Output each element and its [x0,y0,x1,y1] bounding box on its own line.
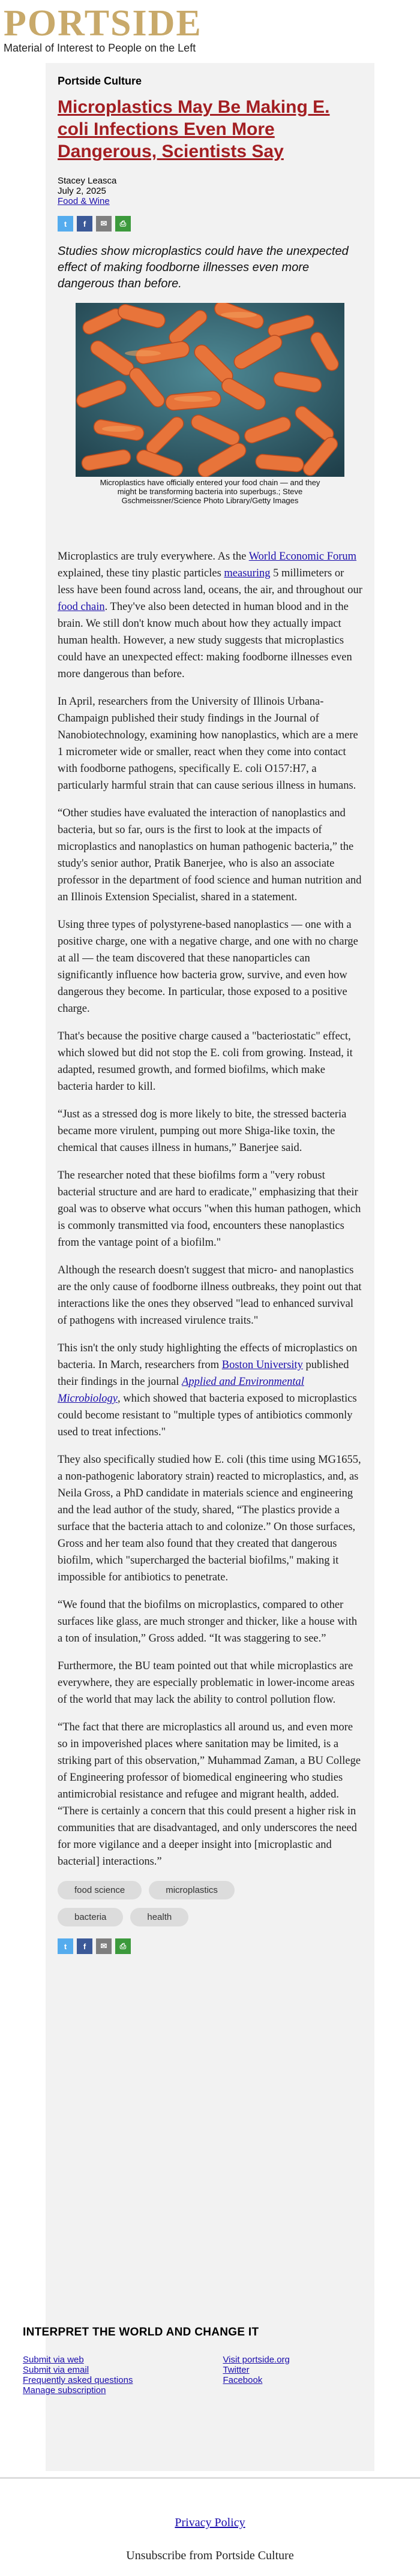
share-bar-top [58,216,362,232]
paragraph-6: “Just as a stressed dog is more likely to bite, the stressed bacteria became more virulent, pumping out more Shiga-like toxin, the chemical that causes illness in humans,” Banerjee said. [58,1108,347,1154]
paragraph-10: They also specifically studied how E. coli (this time using MG1655, a non-pathogenic laboratory strain) reacted to microplastics, and, as Neila Gross, a PhD candidate in materials science and engineering and the lead author of the study, shared, “The plastics provide a surface that the bacteria attach to and colonize.” On those surfaces, Gross and her team also found that they created that dangerous biofilm, which "supercharged the bacterial biofilms," making it impossible for antibiotics to penetrate. [58,1454,361,1583]
article-dek: Studies show microplastics could have the unexpected effect of making foodborne illnesses even more dangerous than before. [58,245,349,290]
twitter-share-button[interactable] [58,1938,73,1954]
paragraph-13: “The fact that there are microplastics all around us, and even more so in impoverished places where sanitation may be limited, is a striking part of this observation,” Muhammad Zaman, a BU College of Engineering professor of biomedical engineering who studies antimicrobial resistance and refugee and migrant health, added. “There is certainly a concern that this could present a higher risk in communities that are disadvantaged, and only underscores the need for more vigilance and a deeper insight into [microplastic and bacterial] interactions.” [58,1721,361,1868]
masthead [0,0,420,57]
email-icon: ✉ [100,219,107,228]
article-headline[interactable]: Microplastics May Be Making E. coli Infections Even More Dangerous, Scientists Say [58,97,330,161]
article-figure [76,303,344,505]
paragraph-12: Furthermore, the BU team pointed out that while microplastics are everywhere, they are especially problematic in lower-income areas of the world that may lack the ability to control pollution flow. [58,1660,355,1706]
date: July 2, 2025 [58,186,106,196]
article-body [58,548,362,1870]
article-card [46,63,374,2471]
paragraph-5: That's because the positive charge caused a "bacteriostatic" effect, which slowed but did not stop the E. coli from growing. Instead, it adapted, resumed growth, and formed biofilms, which make bacteria harder to kill. [58,1030,353,1093]
submit-web-link[interactable]: Submit via web [23,2355,84,2365]
submit-email-link[interactable]: Submit via email [23,2365,89,2375]
world-economic-forum-link[interactable]: World Economic Forum [248,551,357,563]
twitter-share-button[interactable] [58,216,73,232]
facebook-share-button[interactable] [77,216,92,232]
facebook-share-button[interactable] [77,1938,92,1954]
article-meta [58,176,362,206]
print-button[interactable] [115,1938,131,1954]
manage-subscription-link[interactable]: Manage subscription [23,2385,106,2395]
facebook-icon: f [83,1941,86,1951]
email-icon: ✉ [100,1941,107,1950]
footer-links [23,2355,383,2395]
boston-university-link[interactable]: Boston University [221,1359,303,1371]
paragraph-7: The researcher noted that these biofilms form a "very robust bacterial structure and are hard to eradicate," emphasizing that their goal was to observe what occurs "when this human pathogen, which is commonly transmitted via food, encounters these nanoplastics from the vantage point of a biofilm." [58,1170,361,1249]
paragraph-11: “We found that the biofilms on microplastics, compared to other surfaces like glass, are much stronger and thicker, like a house with a ton of insulation,” Gross added. “It was staggering to see.” [58,1599,358,1645]
tag-health[interactable]: health [130,1908,188,1926]
tagline: Material of Interest to People on the Left [4,42,196,54]
footer-left-column [23,2355,133,2395]
email-share-button[interactable] [96,1938,112,1954]
privacy-policy-link[interactable]: Privacy Policy [175,2516,245,2529]
email-share-button[interactable] [96,216,112,232]
paragraph-8: Although the research doesn't suggest that micro- and nanoplastics are the only cause of foodborne illness outbreaks, they point out that interactions like the ones they observed "lead to enhanced survival of pathogens with increased virulence traits." [58,1264,362,1327]
twitter-icon: t [64,219,67,229]
footer-divider [0,2477,420,2479]
paragraph-3: “Other studies have evaluated the interaction of nanoplastics and bacteria, but so far, ours is the first to look at the impacts of microplastics and nanoplastics on human pathogenic bacteria,” the study's senior author, Pratik Banerjee, who is also an associate professor in the department of food science and human nutrition and an Illinois Extension Specialist, shared in a statement. [58,807,362,903]
twitter-icon: t [64,1941,67,1951]
tag-food-science[interactable]: food science [58,1881,142,1899]
print-button[interactable] [115,216,131,232]
paragraph-1: Microplastics are truly everywhere. As the World Economic Forum explained, these tiny plastic particles measuring 5 millimeters or less have been found across land, oceans, the air, and throughout our food chain. They've also been detected in human blood and in the brain. We still don't know much about how they actually impact human health. However, a new study suggests that microplastics could have an unexpected effect: making foodborne illnesses even more dangerous than before. [58,551,362,680]
faq-link[interactable]: Frequently asked questions [23,2375,133,2385]
photo-caption: Microplastics have officially entered your food chain — and they might be transforming bacteria into superbugs.; Steve Gschmeissner/Science Photo Library/Getty Images [100,478,320,505]
source-link[interactable]: Food & Wine [58,196,110,206]
facebook-link[interactable]: Facebook [223,2375,263,2385]
measuring-link[interactable]: measuring [224,567,271,579]
privacy-row [0,2516,420,2530]
footer-title: INTERPRET THE WORLD AND CHANGE IT [23,2326,259,2338]
print-icon: ⎙ [119,219,127,228]
twitter-link[interactable]: Twitter [223,2365,250,2375]
paragraph-4: Using three types of polystyrene-based nanoplastics — one with a positive charge, one with a negative charge, and one with no charge at all — the team discovered that these nanoparticles can significantly influence how bacteria grow, survive, and even how dangerous they become. In particular, those exposed to a positive charge. [58,919,358,1015]
tag-list [58,1881,286,1926]
footer [23,2326,383,2395]
bacteria-photo [76,303,344,477]
print-icon: ⎙ [119,1941,127,1950]
journal-link[interactable]: Applied and Environmental Microbiology [58,1376,304,1405]
visit-portside-link[interactable]: Visit portside.org [223,2355,290,2365]
logo-text[interactable]: PORTSIDE [4,3,202,44]
share-bar-bottom [58,1938,362,1954]
tag-bacteria[interactable]: bacteria [58,1908,123,1926]
food-chain-link[interactable]: food chain [58,601,105,613]
facebook-icon: f [83,219,86,229]
bacteria-illustration [76,303,344,477]
footer-right-column [223,2355,289,2395]
section-label: Portside Culture [58,75,142,87]
paragraph-9: This isn't the only study highlighting the effects of microplastics on bacteria. In March, researchers from Boston University published their findings in the journal Applied and Environmental Microbiology, which showed that bacteria exposed to microplastics could become resistant to "multiple types of antibiotics commonly used to treat infections." [58,1342,358,1438]
tag-microplastics[interactable]: microplastics [149,1881,235,1899]
author: Stacey Leasca [58,176,117,186]
article-inner [58,75,362,1966]
paragraph-2: In April, researchers from the University of Illinois Urbana-Champaign published their study findings in the Journal of Nanobiotechnology, examining how nanoplastics, which are a mere 1 micrometer wide or smaller, react when they come into contact with foodborne pathogens, specifically E. coli O157:H7, a particularly harmful strain that can cause serious illness in humans. [58,696,358,792]
portside-logo[interactable] [4,5,202,43]
unsubscribe-text[interactable]: Unsubscribe from Portside Culture [126,2549,294,2562]
